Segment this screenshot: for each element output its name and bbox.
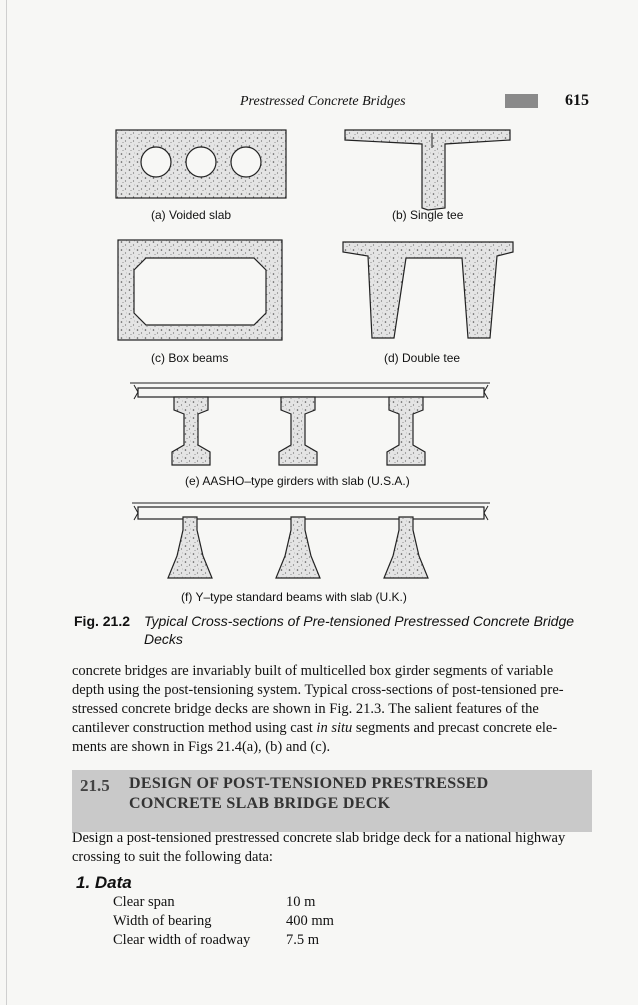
caption-double-tee: (d) Double tee [384, 351, 461, 365]
single-tee-section [345, 130, 510, 210]
data-value: 10 m [286, 894, 316, 910]
data-label: Width of bearing [113, 913, 212, 929]
thumb-index-mark [505, 94, 538, 108]
figure-caption [74, 612, 584, 648]
voided-slab-section [116, 130, 286, 198]
paragraph-line: ments are shown in Figs 21.4(a), (b) and (c). [72, 739, 331, 755]
figure-title-line1: Typical Cross-sections of Pre-tensioned Prestressed Concrete Bridge [144, 613, 575, 629]
caption-aasho-girders: (e) AASHO–type girders with slab (U.S.A.) [185, 474, 410, 488]
paragraph-intro [72, 662, 582, 757]
data-label: Clear width of roadway [113, 932, 251, 948]
double-tee-section [343, 242, 513, 338]
design-data-table [113, 893, 334, 950]
data-value: 7.5 m [286, 932, 320, 948]
data-subheading: 1. Data [76, 873, 132, 892]
paragraph-line: Design a post-tensioned prestressed concrete slab bridge deck for a national highway [72, 830, 566, 846]
figure-title-line2: Decks [144, 631, 183, 647]
paragraph-design-brief [72, 829, 582, 867]
paragraph-line: stressed concrete bridge decks are shown in Fig. 21.3. The salient features of the [72, 701, 539, 717]
emphasis-in-situ: in situ [316, 720, 353, 736]
section-title: DESIGN OF POST-TENSIONED PRESTRESSED CONCRETE SLAB BRIDGE DECK [129, 775, 489, 812]
paragraph-line: depth using the post-tensioning system. Typical cross-sections of post-tensioned pre- [72, 682, 564, 698]
figure-cross-sections [0, 120, 638, 595]
running-head: Prestressed Concrete Bridges [240, 94, 406, 109]
caption-voided-slab: (a) Voided slab [151, 208, 232, 222]
page-header [0, 94, 638, 116]
paragraph-line: crossing to suit the following data: [72, 849, 273, 865]
aasho-girders-with-slab [130, 383, 490, 465]
caption-box-beams: (c) Box beams [151, 351, 229, 365]
figure-label: Fig. 21.2 [74, 613, 131, 629]
section-heading-band [72, 770, 592, 832]
caption-y-type-beams: (f) Y–type standard beams with slab (U.K.) [181, 590, 407, 604]
table-row [113, 893, 334, 912]
table-row [113, 912, 334, 931]
data-value: 400 mm [286, 913, 334, 929]
page-number: 615 [565, 92, 589, 109]
paragraph-line: cantilever construction method using cast in situ segments and precast concrete ele- [72, 720, 558, 736]
y-type-beams-with-slab [132, 503, 490, 578]
box-beam-section [118, 240, 282, 340]
paragraph-line: concrete bridges are invariably built of multicelled box girder segments of variable [72, 663, 554, 679]
table-row [113, 931, 334, 950]
caption-single-tee: (b) Single tee [392, 208, 464, 222]
data-label: Clear span [113, 894, 175, 910]
section-number: 21.5 [80, 776, 110, 795]
